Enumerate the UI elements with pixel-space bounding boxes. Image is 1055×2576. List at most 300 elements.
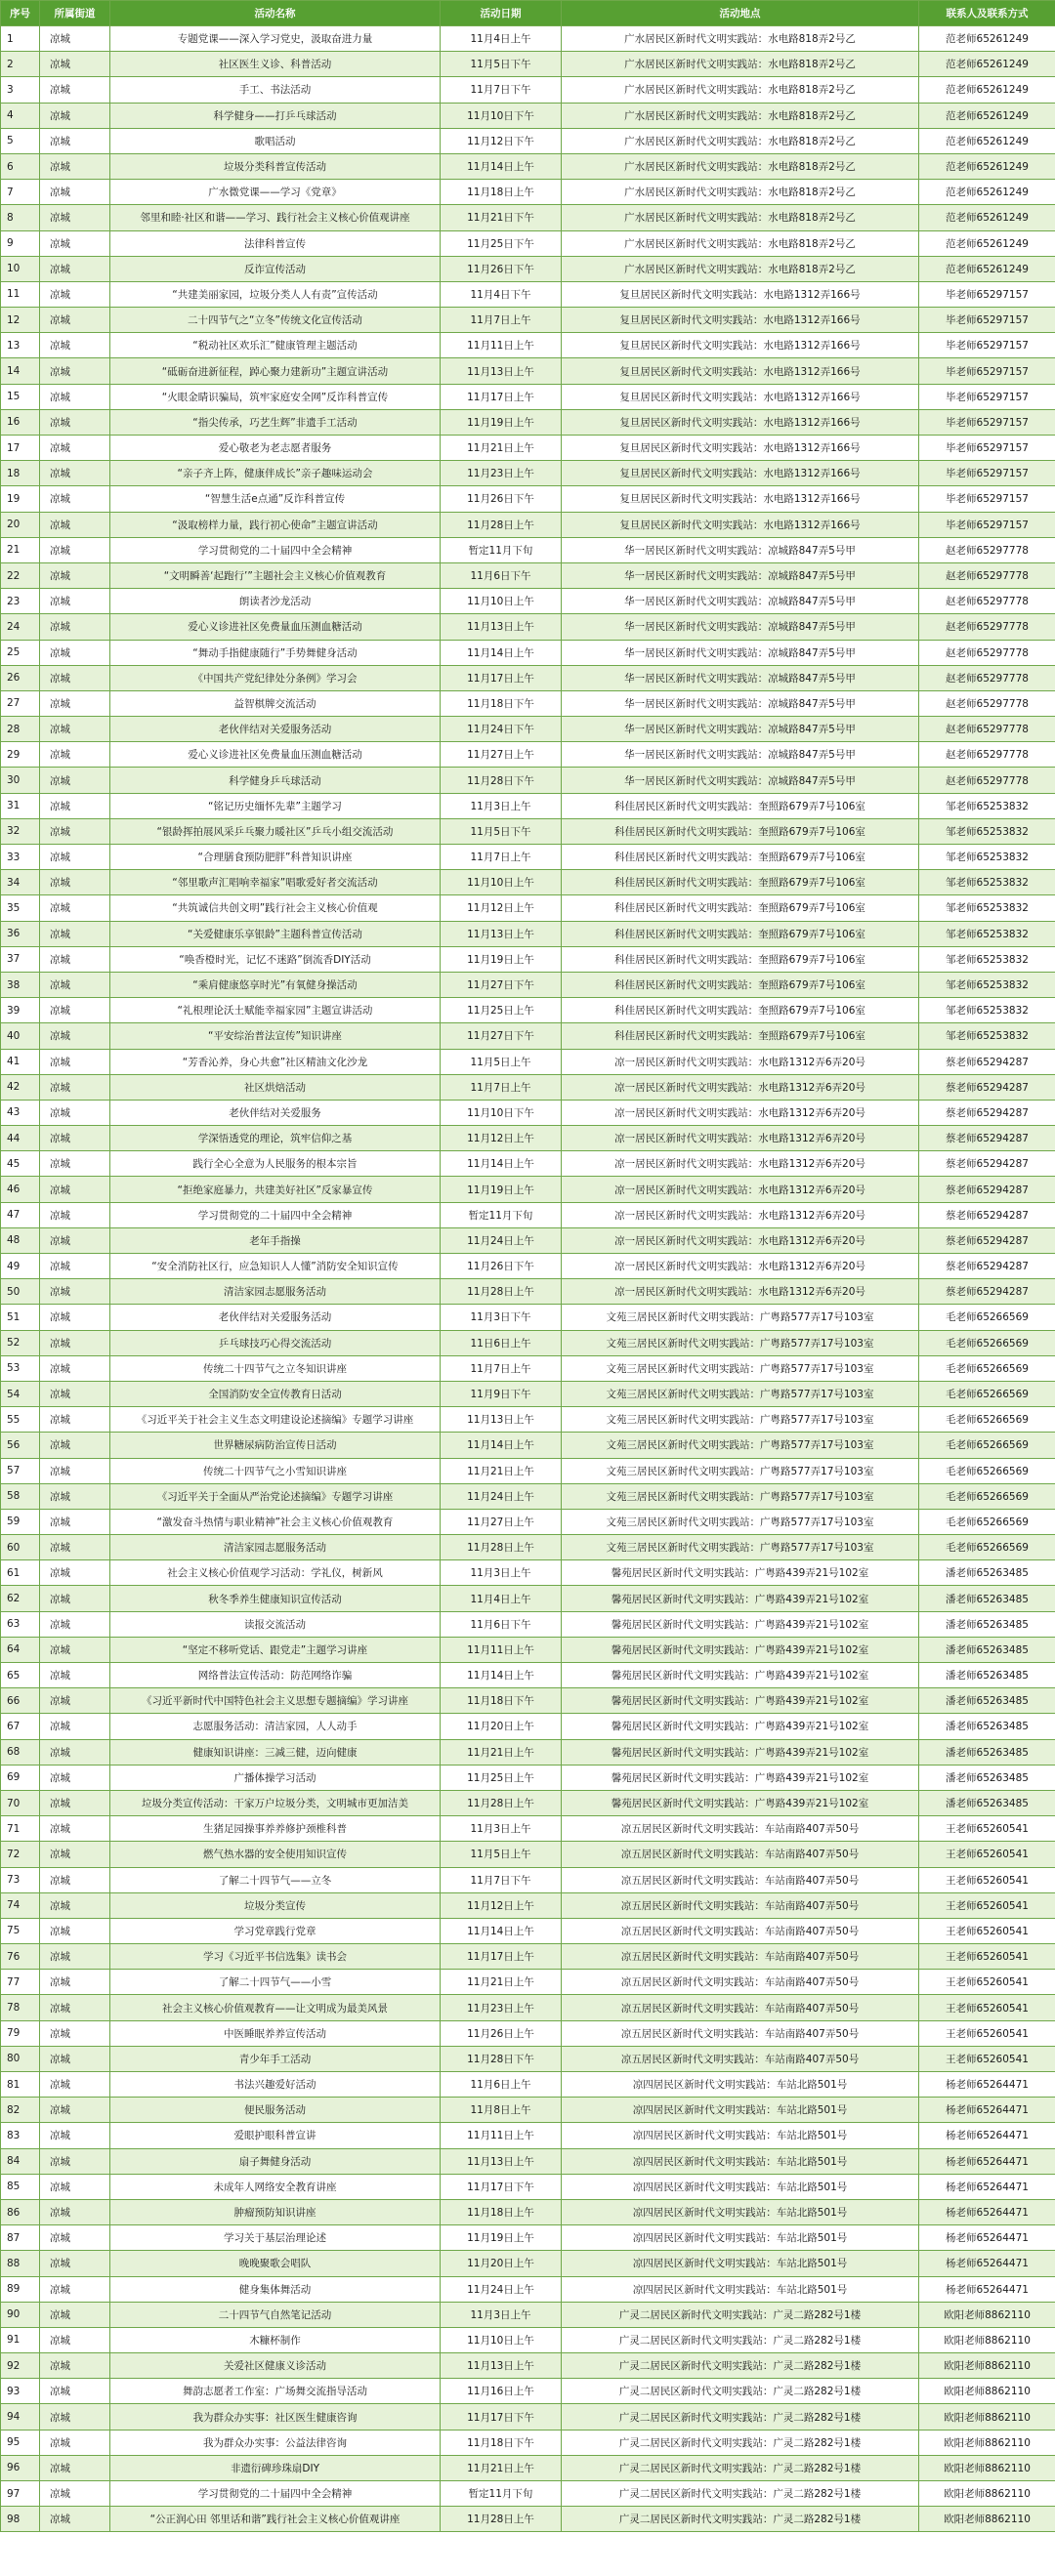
cell-street: 凉城: [40, 1918, 110, 1943]
cell-activity-date: 11月5日下午: [441, 818, 562, 844]
cell-activity-location: 凉五居民区新时代文明实践站：车站南路407弄50号: [562, 1842, 919, 1867]
table-row: [1, 2481, 1055, 2507]
cell-activity-location: 华一居民区新时代文明实践站：凉城路847弄5号甲: [562, 665, 919, 690]
cell-activity-location: 馨苑居民区新时代文明实践站：广粤路439弄21号102室: [562, 1790, 919, 1815]
cell-activity-location: 广灵二居民区新时代文明实践站：广灵二路282号1楼: [562, 2327, 919, 2352]
cell-activity-location: 广水居民区新时代文明实践站：水电路818弄2号乙: [562, 230, 919, 256]
cell-contact: 邹老师65253832: [919, 793, 1055, 818]
cell-street: 凉城: [40, 1049, 110, 1074]
cell-activity-date: 11月23日上午: [441, 1995, 562, 2020]
cell-index: 22: [1, 562, 40, 588]
cell-activity-location: 广水居民区新时代文明实践站：水电路818弄2号乙: [562, 26, 919, 52]
cell-activity-location: 广水居民区新时代文明实践站：水电路818弄2号乙: [562, 256, 919, 281]
table-row: [1, 2098, 1055, 2123]
cell-street: 凉城: [40, 614, 110, 640]
cell-street: 凉城: [40, 180, 110, 205]
cell-contact: 毕老师65297157: [919, 358, 1055, 384]
cell-activity-name: “银龄挥拍展风采乒乓聚力暖社区”乒乓小组交流活动: [110, 818, 441, 844]
cell-index: 93: [1, 2379, 40, 2404]
cell-index: 79: [1, 2020, 40, 2046]
cell-street: 凉城: [40, 2072, 110, 2098]
table-row: [1, 2327, 1055, 2352]
cell-street: 凉城: [40, 2430, 110, 2455]
cell-index: 35: [1, 895, 40, 921]
cell-activity-name: “公正润心田 邻里话和谐”践行社会主义核心价值观讲座: [110, 2507, 441, 2532]
table-row: [1, 103, 1055, 128]
cell-activity-name: 舞韵志愿者工作室：广场舞交流指导活动: [110, 2379, 441, 2404]
cell-activity-name: “激发奋斗热情与职业精神”社会主义核心价值观教育: [110, 1509, 441, 1534]
cell-street: 凉城: [40, 2481, 110, 2507]
cell-activity-location: 广灵二居民区新时代文明实践站：广灵二路282号1楼: [562, 2481, 919, 2507]
cell-index: 89: [1, 2276, 40, 2302]
cell-street: 凉城: [40, 640, 110, 665]
cell-activity-name: 清洁家园志愿服务活动: [110, 1279, 441, 1305]
cell-activity-date: 11月12日上午: [441, 1892, 562, 1918]
cell-index: 18: [1, 461, 40, 486]
cell-activity-location: 科佳居民区新时代文明实践站：奎照路679弄7号106室: [562, 793, 919, 818]
cell-activity-name: 老伙伴结对关爱服务活动: [110, 717, 441, 742]
cell-index: 50: [1, 1279, 40, 1305]
table-row: [1, 153, 1055, 179]
cell-activity-location: 复旦居民区新时代文明实践站：水电路1312弄166号: [562, 281, 919, 307]
cell-activity-date: 11月17日下午: [441, 2404, 562, 2430]
cell-contact: 邹老师65253832: [919, 998, 1055, 1023]
cell-activity-name: 乒乓球技巧心得交流活动: [110, 1330, 441, 1355]
cell-contact: 王老师65260541: [919, 1816, 1055, 1842]
cell-activity-location: 科佳居民区新时代文明实践站：奎照路679弄7号106室: [562, 1023, 919, 1049]
cell-activity-location: 广水居民区新时代文明实践站：水电路818弄2号乙: [562, 103, 919, 128]
cell-activity-location: 科佳居民区新时代文明实践站：奎照路679弄7号106室: [562, 895, 919, 921]
cell-activity-name: 二十四节气自然笔记活动: [110, 2302, 441, 2327]
cell-activity-location: 凉一居民区新时代文明实践站：水电路1312弄6弄20号: [562, 1202, 919, 1227]
cell-activity-date: 暂定11月下旬: [441, 1202, 562, 1227]
table-row: [1, 2148, 1055, 2174]
cell-street: 凉城: [40, 2404, 110, 2430]
cell-contact: 毕老师65297157: [919, 333, 1055, 358]
cell-activity-name: 《中国共产党纪律处分条例》学习会: [110, 665, 441, 690]
cell-index: 87: [1, 2225, 40, 2251]
cell-contact: 蔡老师65294287: [919, 1227, 1055, 1253]
table-row: [1, 77, 1055, 103]
cell-contact: 赵老师65297778: [919, 614, 1055, 640]
cell-activity-name: 我为群众办实事：社区医生健康咨询: [110, 2404, 441, 2430]
cell-street: 凉城: [40, 2020, 110, 2046]
cell-activity-name: 健康知识讲座：三减三健，迈向健康: [110, 1739, 441, 1765]
cell-activity-date: 11月28日下午: [441, 768, 562, 793]
cell-street: 凉城: [40, 52, 110, 77]
table-row: [1, 2174, 1055, 2199]
cell-activity-name: “共建美丽家园，垃圾分类人人有责”宣传活动: [110, 281, 441, 307]
cell-activity-location: 科佳居民区新时代文明实践站：奎照路679弄7号106室: [562, 818, 919, 844]
cell-index: 3: [1, 77, 40, 103]
cell-contact: 毛老师65266569: [919, 1355, 1055, 1381]
cell-activity-date: 11月25日下午: [441, 230, 562, 256]
cell-street: 凉城: [40, 2379, 110, 2404]
cell-activity-date: 11月7日下午: [441, 1867, 562, 1892]
cell-index: 20: [1, 512, 40, 537]
cell-index: 94: [1, 2404, 40, 2430]
cell-activity-date: 11月13日上午: [441, 921, 562, 946]
cell-index: 77: [1, 1970, 40, 1995]
cell-activity-date: 11月20日上午: [441, 1714, 562, 1739]
cell-activity-date: 11月10日上午: [441, 870, 562, 895]
cell-activity-location: 文苑三居民区新时代文明实践站：广粤路577弄17号103室: [562, 1381, 919, 1406]
cell-activity-date: 11月11日上午: [441, 333, 562, 358]
cell-activity-location: 科佳居民区新时代文明实践站：奎照路679弄7号106室: [562, 998, 919, 1023]
table-row: [1, 870, 1055, 895]
cell-activity-date: 11月7日上午: [441, 1074, 562, 1100]
cell-activity-name: 爱心义诊进社区免费量血压测血糖活动: [110, 614, 441, 640]
cell-activity-name: 二十四节气之“立冬”传统文化宣传活动: [110, 308, 441, 333]
cell-street: 凉城: [40, 1381, 110, 1406]
cell-index: 10: [1, 256, 40, 281]
cell-street: 凉城: [40, 1305, 110, 1330]
cell-activity-date: 11月9日下午: [441, 1381, 562, 1406]
cell-street: 凉城: [40, 103, 110, 128]
cell-contact: 欧阳老师8862110: [919, 2379, 1055, 2404]
cell-activity-name: 读报交流活动: [110, 1611, 441, 1637]
cell-activity-date: 11月12日上午: [441, 895, 562, 921]
table-row: [1, 1867, 1055, 1892]
cell-activity-date: 11月13日上午: [441, 2148, 562, 2174]
cell-activity-location: 馨苑居民区新时代文明实践站：广粤路439弄21号102室: [562, 1765, 919, 1790]
cell-index: 9: [1, 230, 40, 256]
cell-contact: 蔡老师65294287: [919, 1254, 1055, 1279]
cell-activity-date: 11月28日上午: [441, 1790, 562, 1815]
cell-contact: 邹老师65253832: [919, 946, 1055, 972]
cell-activity-date: 11月14日上午: [441, 640, 562, 665]
table-row: [1, 1688, 1055, 1714]
cell-contact: 潘老师65263485: [919, 1611, 1055, 1637]
cell-activity-date: 11月28日下午: [441, 2046, 562, 2071]
cell-activity-location: 复旦居民区新时代文明实践站：水电路1312弄166号: [562, 333, 919, 358]
cell-street: 凉城: [40, 768, 110, 793]
cell-contact: 赵老师65297778: [919, 690, 1055, 716]
cell-activity-location: 华一居民区新时代文明实践站：凉城路847弄5号甲: [562, 589, 919, 614]
cell-street: 凉城: [40, 1970, 110, 1995]
header-activity-name: 活动名称: [110, 1, 441, 26]
table-row: [1, 1765, 1055, 1790]
cell-activity-location: 广灵二居民区新时代文明实践站：广灵二路282号1楼: [562, 2507, 919, 2532]
cell-index: 46: [1, 1177, 40, 1202]
cell-contact: 毛老师65266569: [919, 1535, 1055, 1560]
cell-activity-name: 我为群众办实事：公益法律咨询: [110, 2430, 441, 2455]
cell-index: 4: [1, 103, 40, 128]
cell-street: 凉城: [40, 1227, 110, 1253]
cell-activity-name: 传统二十四节气之小雪知识讲座: [110, 1458, 441, 1483]
cell-index: 96: [1, 2455, 40, 2480]
table-row: [1, 2379, 1055, 2404]
table-row: [1, 895, 1055, 921]
cell-index: 23: [1, 589, 40, 614]
cell-index: 24: [1, 614, 40, 640]
cell-contact: 蔡老师65294287: [919, 1279, 1055, 1305]
cell-index: 58: [1, 1483, 40, 1509]
cell-index: 45: [1, 1151, 40, 1177]
cell-index: 39: [1, 998, 40, 1023]
cell-activity-name: 践行全心全意为人民服务的根本宗旨: [110, 1151, 441, 1177]
cell-contact: 欧阳老师8862110: [919, 2327, 1055, 2352]
cell-activity-location: 凉五居民区新时代文明实践站：车站南路407弄50号: [562, 2020, 919, 2046]
cell-activity-date: 11月6日下午: [441, 1611, 562, 1637]
cell-contact: 范老师65261249: [919, 180, 1055, 205]
cell-activity-location: 华一居民区新时代文明实践站：凉城路847弄5号甲: [562, 717, 919, 742]
cell-activity-date: 11月19日上午: [441, 946, 562, 972]
cell-activity-name: “税动社区欢乐汇”健康管理主题活动: [110, 333, 441, 358]
table-header-row: [1, 1, 1055, 26]
cell-activity-name: “火眼金睛识骗局，筑牢家庭安全网”反诈科普宣传: [110, 384, 441, 409]
cell-contact: 欧阳老师8862110: [919, 2507, 1055, 2532]
cell-contact: 赵老师65297778: [919, 768, 1055, 793]
table-row: [1, 26, 1055, 52]
cell-contact: 毕老师65297157: [919, 436, 1055, 461]
cell-index: 86: [1, 2199, 40, 2224]
table-row: [1, 486, 1055, 512]
cell-activity-name: 老年手指操: [110, 1227, 441, 1253]
cell-activity-location: 凉一居民区新时代文明实践站：水电路1312弄6弄20号: [562, 1100, 919, 1125]
table-row: [1, 1842, 1055, 1867]
cell-index: 48: [1, 1227, 40, 1253]
cell-activity-date: 11月17日上午: [441, 384, 562, 409]
cell-activity-name: 专题党课——深入学习党史，汲取奋进力量: [110, 26, 441, 52]
table-row: [1, 180, 1055, 205]
table-row: [1, 742, 1055, 768]
cell-contact: 毕老师65297157: [919, 281, 1055, 307]
cell-activity-date: 11月28日上午: [441, 1279, 562, 1305]
cell-contact: 欧阳老师8862110: [919, 2481, 1055, 2507]
cell-activity-location: 复旦居民区新时代文明实践站：水电路1312弄166号: [562, 308, 919, 333]
cell-activity-location: 广水居民区新时代文明实践站：水电路818弄2号乙: [562, 205, 919, 230]
cell-street: 凉城: [40, 2225, 110, 2251]
cell-index: 37: [1, 946, 40, 972]
cell-contact: 潘老师65263485: [919, 1688, 1055, 1714]
cell-activity-name: 传统二十四节气之立冬知识讲座: [110, 1355, 441, 1381]
cell-activity-location: 文苑三居民区新时代文明实践站：广粤路577弄17号103室: [562, 1433, 919, 1458]
cell-index: 97: [1, 2481, 40, 2507]
cell-contact: 邹老师65253832: [919, 818, 1055, 844]
cell-street: 凉城: [40, 308, 110, 333]
cell-contact: 蔡老师65294287: [919, 1202, 1055, 1227]
cell-street: 凉城: [40, 1100, 110, 1125]
cell-activity-date: 11月6日下午: [441, 562, 562, 588]
cell-activity-location: 广灵二居民区新时代文明实践站：广灵二路282号1楼: [562, 2302, 919, 2327]
cell-contact: 蔡老师65294287: [919, 1177, 1055, 1202]
table-row: [1, 205, 1055, 230]
table-row: [1, 1100, 1055, 1125]
cell-street: 凉城: [40, 1611, 110, 1637]
cell-street: 凉城: [40, 2046, 110, 2071]
cell-street: 凉城: [40, 870, 110, 895]
cell-contact: 王老师65260541: [919, 1842, 1055, 1867]
cell-index: 13: [1, 333, 40, 358]
cell-activity-date: 11月25日上午: [441, 998, 562, 1023]
cell-street: 凉城: [40, 153, 110, 179]
table-row: [1, 690, 1055, 716]
table-row: [1, 1637, 1055, 1662]
cell-activity-name: “拒绝家庭暴力，共建美好社区”反家暴宣传: [110, 1177, 441, 1202]
cell-street: 凉城: [40, 1177, 110, 1202]
cell-activity-location: 华一居民区新时代文明实践站：凉城路847弄5号甲: [562, 614, 919, 640]
cell-contact: 蔡老师65294287: [919, 1151, 1055, 1177]
cell-contact: 欧阳老师8862110: [919, 2404, 1055, 2430]
cell-activity-date: 11月18日下午: [441, 1688, 562, 1714]
cell-index: 88: [1, 2251, 40, 2276]
table-row: [1, 1970, 1055, 1995]
cell-activity-name: “砥砺奋进新征程，踔心聚力建新功”主题宣讲活动: [110, 358, 441, 384]
cell-contact: 杨老师65264471: [919, 2098, 1055, 2123]
cell-activity-date: 11月4日上午: [441, 1586, 562, 1611]
cell-index: 47: [1, 1202, 40, 1227]
cell-street: 凉城: [40, 1023, 110, 1049]
table-row: [1, 436, 1055, 461]
table-row: [1, 2046, 1055, 2071]
cell-index: 80: [1, 2046, 40, 2071]
table-body: [1, 26, 1055, 2532]
cell-activity-location: 凉一居民区新时代文明实践站：水电路1312弄6弄20号: [562, 1254, 919, 1279]
cell-street: 凉城: [40, 845, 110, 870]
cell-activity-name: 反诈宣传活动: [110, 256, 441, 281]
cell-activity-name: “坚定不移听党话、跟党走”主题学习讲座: [110, 1637, 441, 1662]
cell-street: 凉城: [40, 972, 110, 997]
table-row: [1, 52, 1055, 77]
cell-activity-name: 健身集体舞活动: [110, 2276, 441, 2302]
table-row: [1, 1254, 1055, 1279]
cell-street: 凉城: [40, 26, 110, 52]
cell-activity-name: “唤香橙时光，记忆不迷路”倒流香DIY活动: [110, 946, 441, 972]
cell-index: 68: [1, 1739, 40, 1765]
cell-street: 凉城: [40, 1330, 110, 1355]
cell-contact: 范老师65261249: [919, 103, 1055, 128]
cell-contact: 杨老师65264471: [919, 2072, 1055, 2098]
cell-activity-name: “舞动手指健康随行”手势舞健身活动: [110, 640, 441, 665]
cell-index: 2: [1, 52, 40, 77]
table-row: [1, 1816, 1055, 1842]
cell-contact: 范老师65261249: [919, 205, 1055, 230]
cell-activity-location: 馨苑居民区新时代文明实践站：广粤路439弄21号102室: [562, 1611, 919, 1637]
cell-index: 76: [1, 1944, 40, 1970]
cell-contact: 王老师65260541: [919, 1918, 1055, 1943]
cell-index: 63: [1, 1611, 40, 1637]
cell-activity-location: 凉五居民区新时代文明实践站：车站南路407弄50号: [562, 1995, 919, 2020]
table-row: [1, 1049, 1055, 1074]
table-row: [1, 998, 1055, 1023]
cell-activity-location: 馨苑居民区新时代文明实践站：广粤路439弄21号102室: [562, 1586, 919, 1611]
cell-activity-name: 社会主义核心价值观教育——让文明成为最美风景: [110, 1995, 441, 2020]
cell-street: 凉城: [40, 1535, 110, 1560]
cell-index: 56: [1, 1433, 40, 1458]
cell-contact: 王老师65260541: [919, 2046, 1055, 2071]
cell-index: 5: [1, 128, 40, 153]
table-row: [1, 1918, 1055, 1943]
cell-activity-date: 11月17日上午: [441, 665, 562, 690]
cell-activity-date: 11月18日下午: [441, 2430, 562, 2455]
cell-index: 74: [1, 1892, 40, 1918]
cell-street: 凉城: [40, 461, 110, 486]
table-row: [1, 2020, 1055, 2046]
table-row: [1, 2123, 1055, 2148]
table-row: [1, 665, 1055, 690]
cell-contact: 邹老师65253832: [919, 845, 1055, 870]
cell-activity-date: 11月18日下午: [441, 690, 562, 716]
cell-contact: 杨老师65264471: [919, 2251, 1055, 2276]
cell-activity-name: 垃圾分类宣传活动：干家万户垃圾分类，文明城市更加洁美: [110, 1790, 441, 1815]
cell-activity-location: 复旦居民区新时代文明实践站：水电路1312弄166号: [562, 486, 919, 512]
table-row: [1, 308, 1055, 333]
cell-activity-date: 11月21日上午: [441, 1739, 562, 1765]
cell-street: 凉城: [40, 1355, 110, 1381]
cell-activity-name: “文明瞬善‘起跑行’”主题社会主义核心价值观教育: [110, 562, 441, 588]
cell-activity-location: 广水居民区新时代文明实践站：水电路818弄2号乙: [562, 77, 919, 103]
cell-activity-location: 广灵二居民区新时代文明实践站：广灵二路282号1楼: [562, 2404, 919, 2430]
cell-activity-location: 文苑三居民区新时代文明实践站：广粤路577弄17号103室: [562, 1330, 919, 1355]
cell-street: 凉城: [40, 1202, 110, 1227]
cell-contact: 潘老师65263485: [919, 1560, 1055, 1586]
table-row: [1, 1892, 1055, 1918]
cell-activity-date: 11月3日上午: [441, 1816, 562, 1842]
cell-activity-location: 凉四居民区新时代文明实践站：车站北路501号: [562, 2123, 919, 2148]
table-row: [1, 717, 1055, 742]
cell-index: 64: [1, 1637, 40, 1662]
cell-activity-name: 中医睡眠养养宣传活动: [110, 2020, 441, 2046]
cell-activity-location: 馨苑居民区新时代文明实践站：广粤路439弄21号102室: [562, 1560, 919, 1586]
cell-street: 凉城: [40, 256, 110, 281]
cell-street: 凉城: [40, 384, 110, 409]
header-index: 序号: [1, 1, 40, 26]
cell-street: 凉城: [40, 512, 110, 537]
cell-activity-location: 凉五居民区新时代文明实践站：车站南路407弄50号: [562, 1892, 919, 1918]
table-row: [1, 818, 1055, 844]
cell-activity-date: 11月19日上午: [441, 1177, 562, 1202]
cell-activity-date: 11月13日上午: [441, 614, 562, 640]
cell-activity-date: 11月18日上午: [441, 2199, 562, 2224]
cell-contact: 欧阳老师8862110: [919, 2430, 1055, 2455]
cell-street: 凉城: [40, 2098, 110, 2123]
table-row: [1, 1151, 1055, 1177]
cell-contact: 王老师65260541: [919, 2020, 1055, 2046]
cell-index: 38: [1, 972, 40, 997]
cell-street: 凉城: [40, 537, 110, 562]
cell-street: 凉城: [40, 205, 110, 230]
cell-activity-location: 科佳居民区新时代文明实践站：奎照路679弄7号106室: [562, 870, 919, 895]
cell-activity-name: 爱眼护眼科普宣讲: [110, 2123, 441, 2148]
cell-street: 凉城: [40, 998, 110, 1023]
cell-activity-date: 11月19日上午: [441, 409, 562, 435]
cell-street: 凉城: [40, 358, 110, 384]
cell-contact: 毛老师65266569: [919, 1458, 1055, 1483]
table-row: [1, 1330, 1055, 1355]
cell-street: 凉城: [40, 1739, 110, 1765]
cell-index: 90: [1, 2302, 40, 2327]
cell-contact: 赵老师65297778: [919, 589, 1055, 614]
cell-activity-name: 便民服务活动: [110, 2098, 441, 2123]
cell-activity-location: 复旦居民区新时代文明实践站：水电路1312弄166号: [562, 409, 919, 435]
cell-street: 凉城: [40, 1892, 110, 1918]
cell-activity-name: “合理膳食预防肥胖”科普知识讲座: [110, 845, 441, 870]
cell-index: 59: [1, 1509, 40, 1534]
table-row: [1, 1381, 1055, 1406]
table-row: [1, 946, 1055, 972]
cell-activity-date: 11月26日下午: [441, 486, 562, 512]
cell-activity-date: 11月26日下午: [441, 256, 562, 281]
table-row: [1, 845, 1055, 870]
cell-contact: 邹老师65253832: [919, 972, 1055, 997]
cell-contact: 赵老师65297778: [919, 717, 1055, 742]
cell-index: 26: [1, 665, 40, 690]
cell-activity-location: 文苑三居民区新时代文明实践站：广粤路577弄17号103室: [562, 1458, 919, 1483]
cell-street: 凉城: [40, 1407, 110, 1433]
cell-index: 75: [1, 1918, 40, 1943]
cell-activity-location: 广灵二居民区新时代文明实践站：广灵二路282号1楼: [562, 2455, 919, 2480]
